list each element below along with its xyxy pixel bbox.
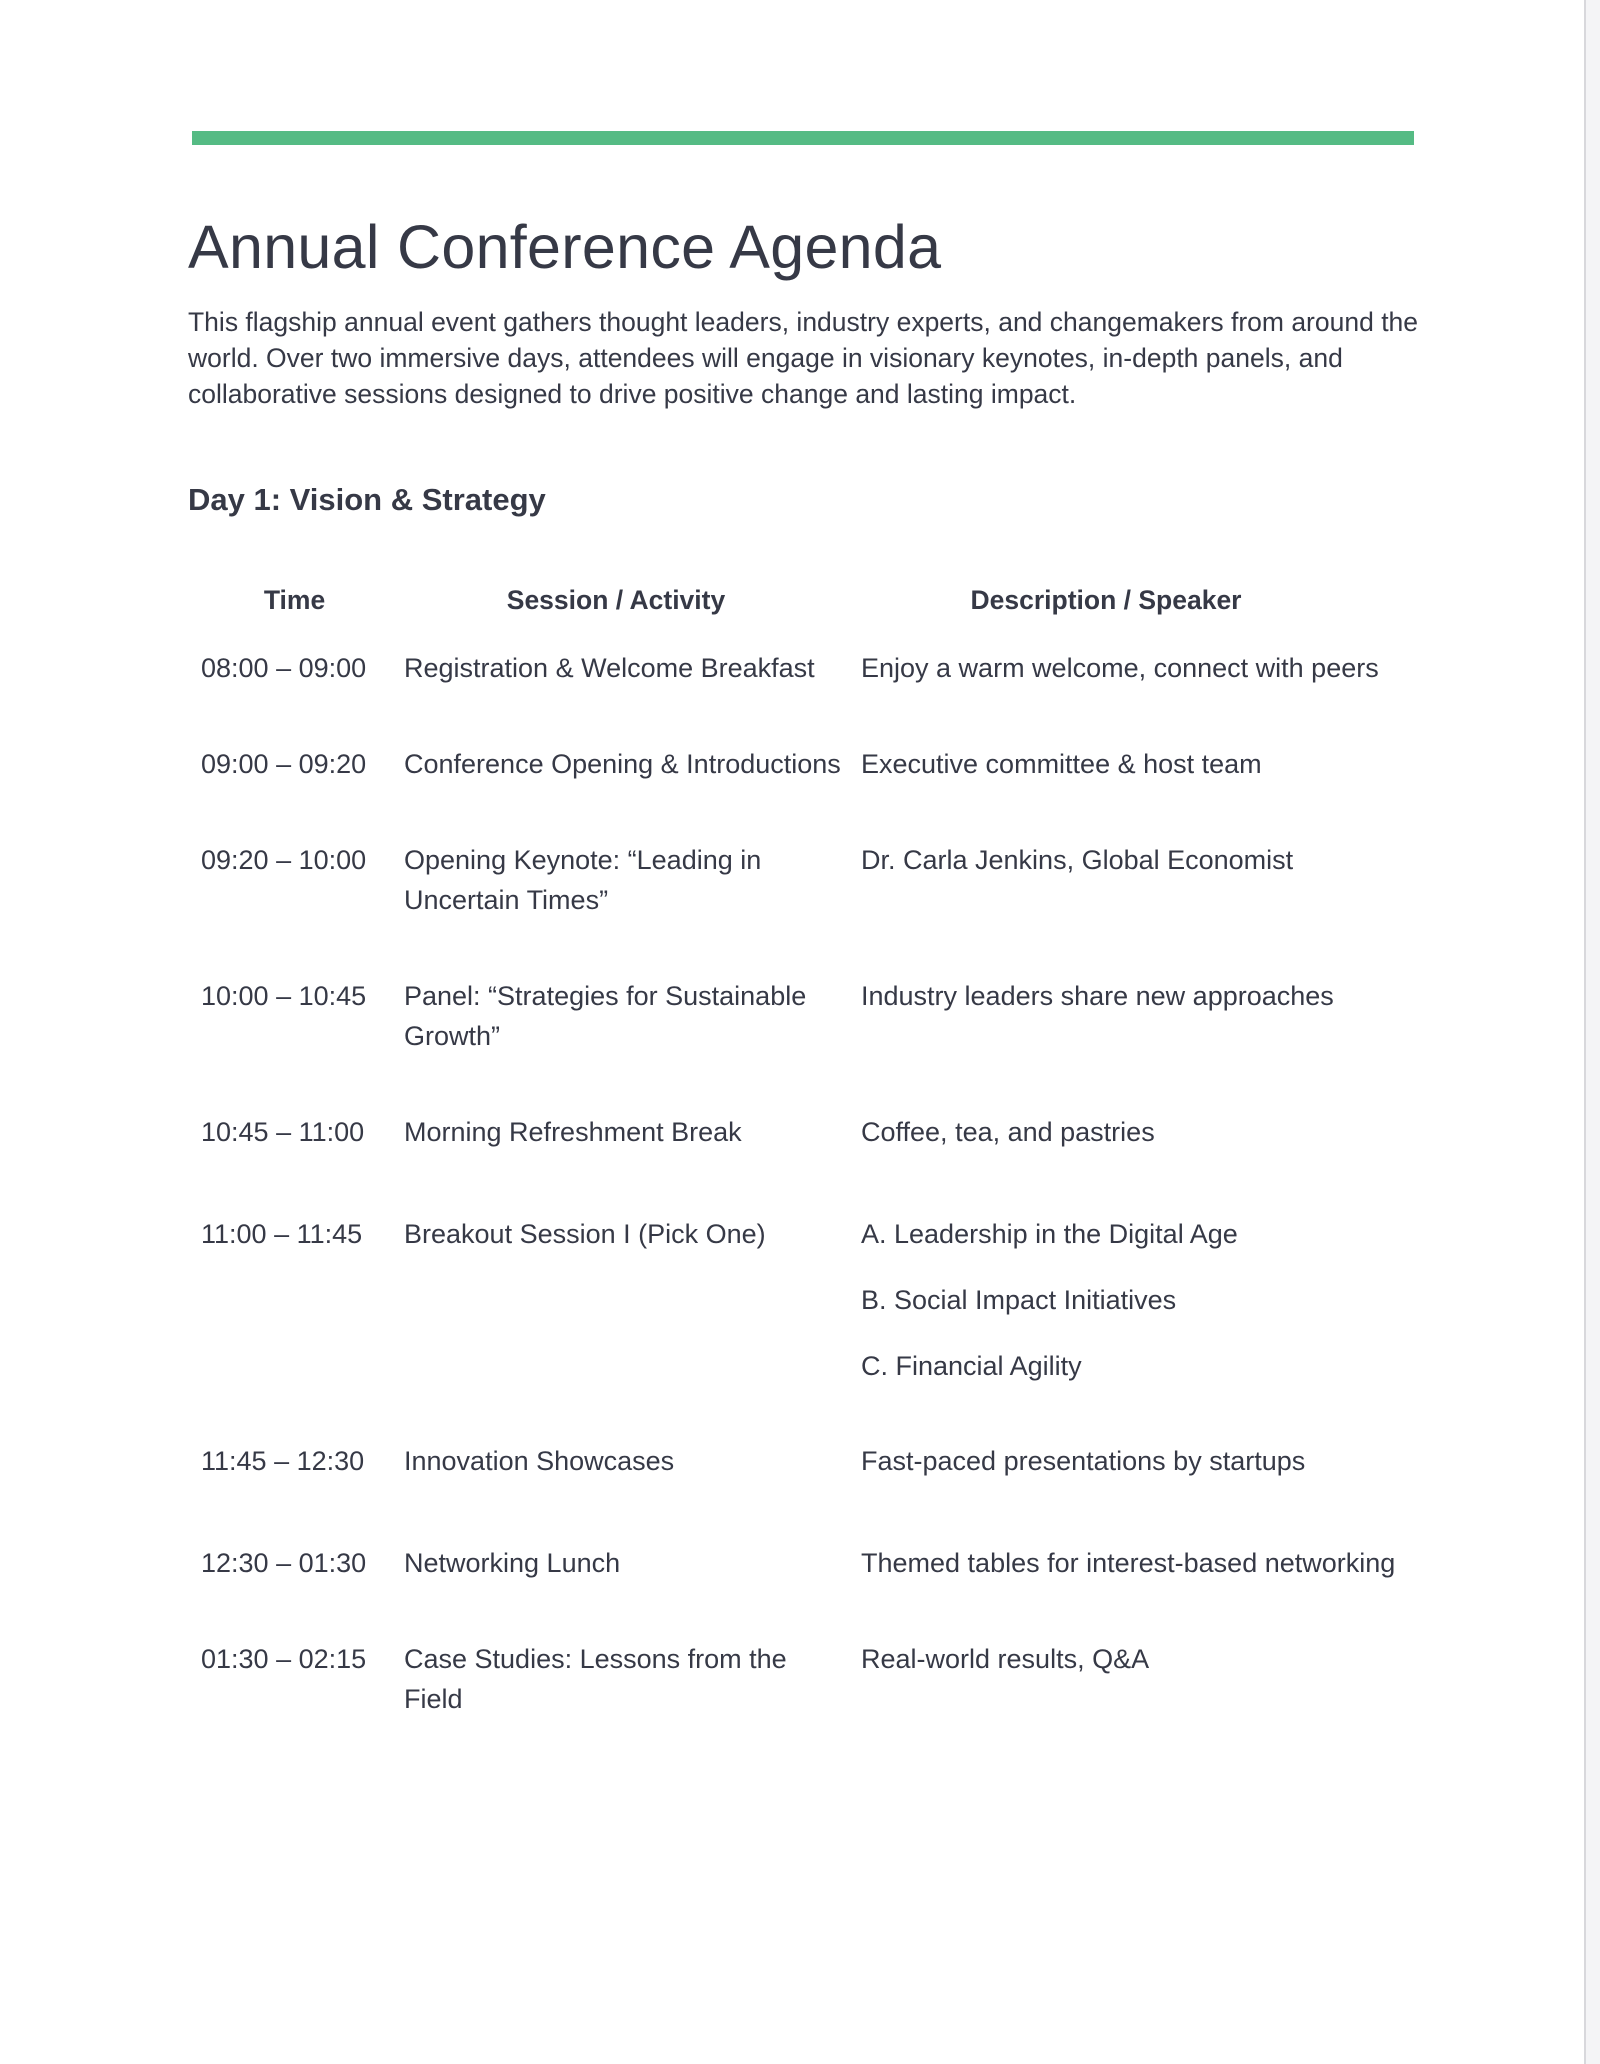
description-cell: Fast-paced presentations by startups bbox=[861, 1446, 1306, 1476]
day-1-heading: Day 1: Vision & Strategy bbox=[188, 482, 546, 517]
intro-paragraph: This flagship annual event gathers thought leaders, industry experts, and changemakers from around the world. Over two immersive days, attendees will engage in visionary keynotes, in-depth panels, and collaborative sessions designed to drive positive change and lasting impact. bbox=[188, 307, 1419, 409]
table-header bbox=[188, 565, 1428, 635]
table-row bbox=[188, 1111, 1428, 1152]
description-cell: Dr. Carla Jenkins, Global Economist bbox=[861, 845, 1294, 875]
table-row bbox=[188, 1542, 1428, 1583]
table-row bbox=[188, 743, 1428, 784]
column-header-session: Session / Activity bbox=[506, 584, 726, 615]
page-title: Annual Conference Agenda bbox=[188, 213, 942, 281]
table-row bbox=[188, 1213, 1428, 1386]
description-cell: Executive committee & host team bbox=[861, 749, 1262, 779]
session-cell: Case Studies: Lessons from the Field bbox=[404, 1644, 787, 1714]
table-row bbox=[188, 647, 1428, 688]
accent-bar bbox=[192, 131, 1414, 145]
time-cell: 09:00 – 09:20 bbox=[201, 749, 367, 779]
agenda-table bbox=[188, 565, 1428, 1719]
time-cell: 08:00 – 09:00 bbox=[201, 653, 367, 683]
session-cell: Panel: “Strategies for Sustainable Growth” bbox=[404, 981, 807, 1051]
breakout-option: B. Social Impact Initiatives bbox=[861, 1285, 1177, 1315]
session-cell: Registration & Welcome Breakfast bbox=[404, 653, 815, 683]
column-header-description: Description / Speaker bbox=[970, 584, 1242, 615]
table-row bbox=[188, 1638, 1428, 1719]
session-cell: Morning Refreshment Break bbox=[404, 1117, 742, 1147]
table-row bbox=[188, 975, 1428, 1056]
session-cell: Opening Keynote: “Leading in Uncertain Times” bbox=[404, 845, 762, 915]
time-cell: 10:00 – 10:45 bbox=[201, 981, 367, 1011]
session-cell: Breakout Session I (Pick One) bbox=[404, 1219, 766, 1249]
session-cell: Networking Lunch bbox=[404, 1548, 621, 1578]
session-cell: Innovation Showcases bbox=[404, 1446, 675, 1476]
time-cell: 11:45 – 12:30 bbox=[201, 1446, 365, 1476]
description-cell: Enjoy a warm welcome, connect with peers bbox=[861, 653, 1379, 683]
description-cell: Real-world results, Q&A bbox=[861, 1644, 1150, 1674]
breakout-option: A. Leadership in the Digital Age bbox=[861, 1219, 1238, 1249]
time-cell: 09:20 – 10:00 bbox=[201, 845, 367, 875]
column-header-time: Time bbox=[263, 584, 326, 615]
table-row bbox=[188, 1440, 1428, 1481]
time-cell: 01:30 – 02:15 bbox=[201, 1644, 367, 1674]
breakout-option: C. Financial Agility bbox=[861, 1351, 1082, 1381]
description-cell: Themed tables for interest-based networking bbox=[861, 1548, 1396, 1578]
table-row bbox=[188, 839, 1428, 920]
session-cell: Conference Opening & Introductions bbox=[404, 749, 841, 779]
page-edge bbox=[1584, 0, 1600, 2064]
description-cell: Industry leaders share new approaches bbox=[861, 981, 1334, 1011]
time-cell: 12:30 – 01:30 bbox=[201, 1548, 367, 1578]
time-cell: 10:45 – 11:00 bbox=[201, 1117, 365, 1147]
time-cell: 11:00 – 11:45 bbox=[201, 1219, 363, 1249]
breakout-options bbox=[861, 1213, 1421, 1386]
description-cell: Coffee, tea, and pastries bbox=[861, 1117, 1155, 1147]
